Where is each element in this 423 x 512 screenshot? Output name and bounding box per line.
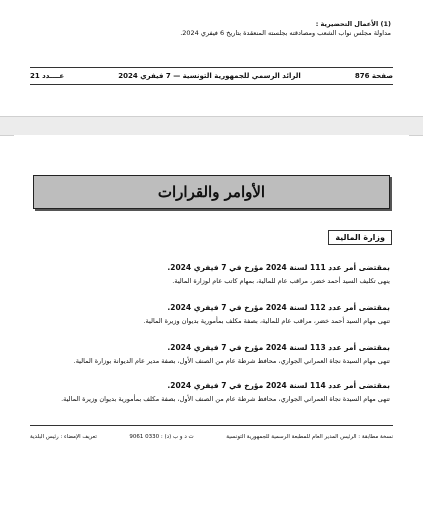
page-separator (0, 116, 423, 136)
footer-reference: ت د و ب (د) : 0330 9061 (129, 434, 194, 440)
running-header (30, 71, 393, 81)
page-footer (30, 432, 393, 442)
footer-rule (30, 425, 393, 426)
header-rule-bottom (30, 84, 393, 85)
header-journal-title: الرائد الرسمي للجمهورية التونسية — 7 فيفري 2024 (118, 72, 301, 80)
header-rule-top (30, 67, 393, 68)
footnote-line-1: (1) الأعمال التحضيرية : (315, 20, 391, 28)
decree-112 (33, 303, 390, 326)
previous-page-fragment (14, 0, 409, 115)
header-page-number: صفحة 876 (354, 72, 393, 80)
decree-body: تنهى مهام السيد أحمد خضر، مراقب عام للمالية، بصفة مكلف بمأمورية بديوان وزيرة المالية. (143, 317, 390, 325)
decree-title: بمقتضى أمر عدد 112 لسنة 2024 مؤرخ في 7 فيفري 2024. (167, 303, 390, 312)
footer-signature-note: تعريف الإمضاء : رئيس البلدية (30, 434, 97, 440)
decree-body: تنهى مهام السيدة نجاة العمراني الجواري، محافظ شرطة عام من الصنف الأول، بصفة مدير عام الديوانة بوزارة المالية. (73, 357, 390, 365)
decree-114 (33, 381, 390, 404)
section-title: الأوامر والقرارات (33, 175, 390, 209)
decree-113 (33, 343, 390, 366)
footnote (180, 20, 391, 38)
current-page (14, 135, 409, 512)
decree-title: بمقتضى أمر عدد 111 لسنة 2024 مؤرخ في 7 فيفري 2024. (167, 263, 390, 272)
decree-body: ينهى تكليف السيد أحمد خضر، مراقب عام للمالية، بمهام كاتب عام لوزارة المالية. (172, 277, 390, 285)
decree-body: تنهى مهام السيدة نجاة العمراني الجواري، محافظ شرطة عام من الصنف الأول، بصفة مكلف بمأمورية بديوان وزيرة المالية. (61, 395, 390, 403)
footer-certified-copy: نسخة مطابقة : الرئيس المدير العام للمطبعة الرسمية للجمهورية التونسية (226, 434, 393, 440)
header-issue-number: عــــدد 21 (30, 72, 65, 80)
decree-111 (33, 263, 390, 286)
decree-title: بمقتضى أمر عدد 114 لسنة 2024 مؤرخ في 7 فيفري 2024. (167, 381, 390, 390)
footnote-line-2: مداولة مجلس نواب الشعب ومصادقته بجلسته المنعقدة بتاريخ 6 فيفري 2024. (180, 29, 391, 37)
decree-title: بمقتضى أمر عدد 113 لسنة 2024 مؤرخ في 7 فيفري 2024. (167, 343, 390, 352)
ministry-label: وزارة المالية (328, 230, 392, 245)
